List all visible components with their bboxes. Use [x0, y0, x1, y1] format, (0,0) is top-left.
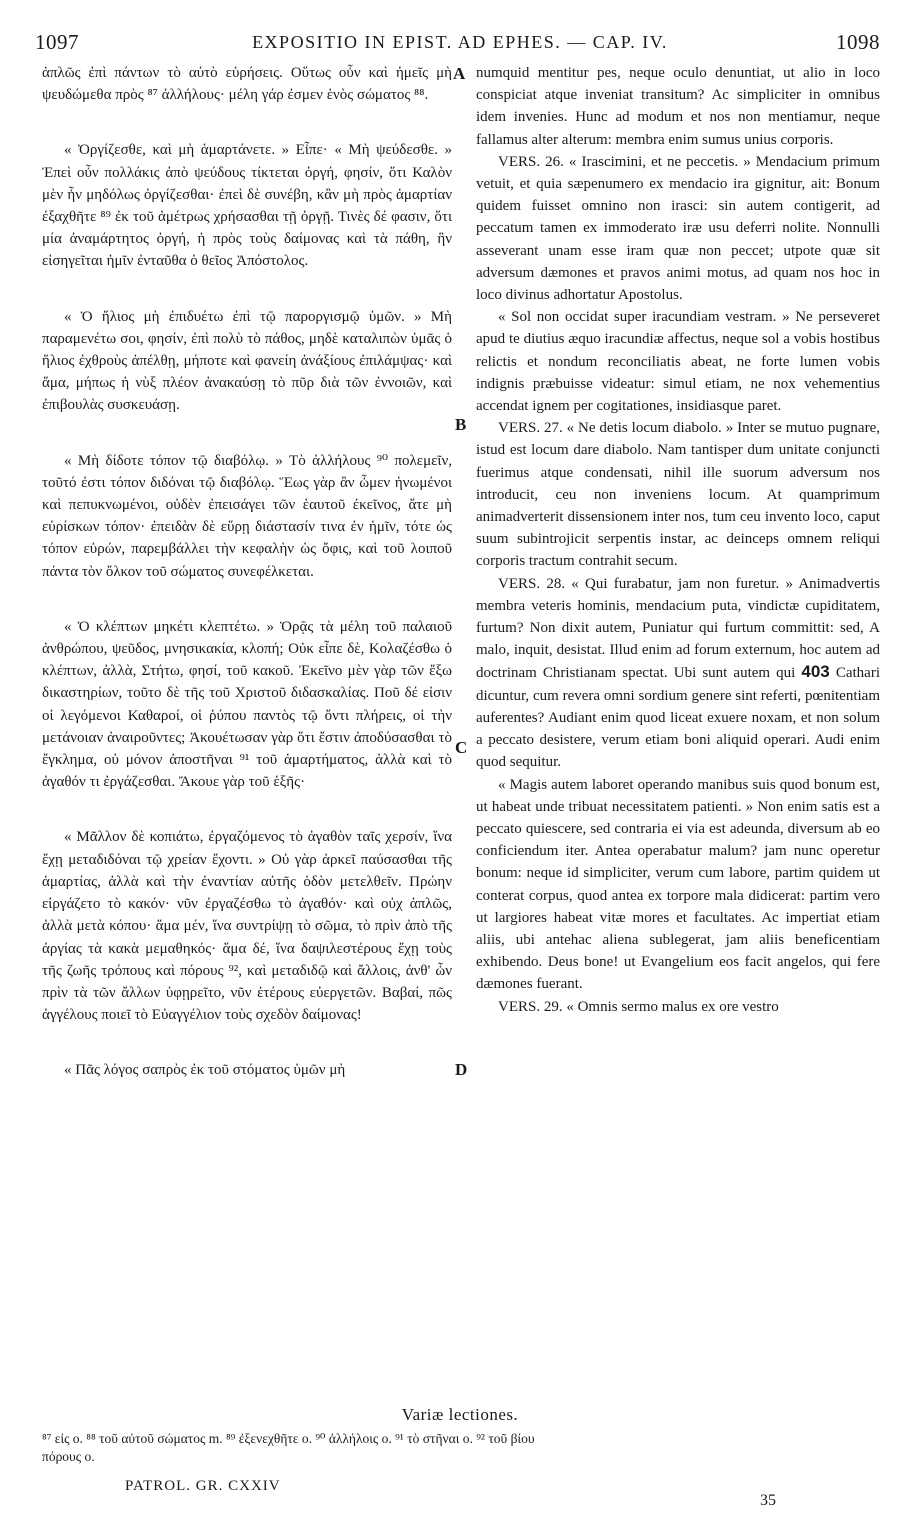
- margin-letter-c: C: [455, 738, 468, 757]
- greek-paragraph: ἁπλῶς ἐπὶ πάντων τὸ αὐτὸ εὑρήσεις. Οὕτως οὖν καὶ ἡμεῖς μὴ ψευδώμεθα πρὸς ⁸⁷ ἀλλήλους· μέλη γάρ ἐσμεν ἑνὸς σώματος ⁸⁸.: [42, 65, 452, 104]
- greek-paragraph: « Ὀργίζεσθε, καὶ μὴ ἁμαρτάνετε. » Εἶπε· « Μὴ ψεύδεσθε. » Ἐπεὶ οὖν πολλάκις ἀπὸ ψεύδους τίκτεται ὀργή, φησίν, ὅτι Καλὸν μὲν ἦν μηδόλως ὀργίζεσθαι· ἐπεὶ δὲ συνέβη, κἂν μὴ πρὸς ἁμαρτίαν ἐξαχθῆτε ⁸⁹ ἐκ τοῦ ἀμέτρως χρήσασθαι τῇ ὀργῇ. Τινὲς δέ φασιν, ὅτι μία ἀναμάρτητος ὀργή, ἡ πρὸς τοὺς δαίμονας καὶ τὰ πάθη, ἣν εἰσηγεῖται ἡμῖν ἐνταῦθα ὁ θεῖος Ἀπόστολος.: [42, 142, 452, 270]
- greek-paragraph: « Μᾶλλον δὲ κοπιάτω, ἐργαζόμενος τὸ ἀγαθὸν ταῖς χερσίν, ἵνα ἔχῃ μεταδιδόναι τῷ χρείαν ἔχοντι. » Οὐ γὰρ ἀρκεῖ παύσασθαι τῆς ἁμαρτίας, ἀλλὰ καὶ τὴν ἐναντίαν αὐτῆς ὁδὸν μετελθεῖν. Πρώην εἰργάζετο τὸ κακόν· νῦν ἐργαζέσθω τὸ ἀγαθόν· καὶ οὐχ ἁπλῶς, ἀλλὰ μετὰ κόπου· ἅμα μέν, ἵνα συντρίψῃ τὸ σῶμα, τὸ πρὶν ἀπὸ τῆς ἀργίας τὰ κακὰ μεμαθηκός· ἅμα δέ, ἵνα δαψιλεστέρους ἔχῃ τοὺς τῆς ζωῆς τρόπους καὶ πόρους ⁹², καὶ μεταδιδῷ καὶ ἄλλοις, ἀνθ' ὧν πρὶν τὰ τῶν ἄλλων ὑφῃρεῖτο, νῦν ἑτέρους εὐεργετῶν. Βαβαί, πῶς ἀγγέλους ποιεῖ τὸ Εὐαγγέλιον τοὺς σχεδὸν δαίμονας!: [42, 829, 452, 1024]
- latin-paragraph: VERS. 27. « Ne detis locum diabolo. » Inter se mutuo pugnare, istud est locum dare diabolo. Nam tantisper dum unitate conjuncti fuerimus atque condensati, nihil ille suorum adversum nos introducit, ceu non inveniens locum. At quamprimum animadverterit dissensionem inter nos, tum ceu invento loco, caput suum subintrojicit serpentis instar, ac deinceps omnem reliqui corporis tractum contrahit secum.: [476, 420, 880, 570]
- latin-paragraph-text: VERS. 28. « Qui furabatur, jam non furetur. » Animadvertis membra veteris hominis, mendacium puta, vindictæ cupiditatem, furtum? Non dixit autem, Puniatur qui furtum committit: sed, A malo, inquit, desistat. Illud enim ad forum externum, hoc autem ad doctrinam Christianam spectat. Ubi sunt autem qui: [476, 575, 880, 682]
- margin-letter-a: A: [453, 64, 466, 83]
- greek-paragraph: « Ὁ κλέπτων μηκέτι κλεπτέτω. » Ὁρᾷς τὰ μέλη τοῦ παλαιοῦ ἀνθρώπου, ψεῦδος, μνησικακία, κλοπή; Οὐκ εἶπε δὲ, Κολαζέσθω ὁ κλέπτων, ἀλλὰ, Στήτω, φησί, τοῦ κακοῦ. Ἐκεῖνο μὲν γὰρ τῶν ἔξω δικαστηρίων, τοῦτο δὲ τῆς τοῦ Χριστοῦ διδασκαλίας. Ποῦ δέ εἰσιν οἱ λεγόμενοι Καθαροί, οἱ ῥύπου παντὸς τῷ ὄντι πλήρεις, οἱ τὴν μετάνοιαν ἀναιροῦντες; Ἀκουέτωσαν γὰρ ὅτι ἔστιν ἀποδύσασθαι τὸ ἔγκλημα, οὐ μόνον ἀποστῆναι ⁹¹ τοῦ ἁμαρτήματος, ἀλλὰ καὶ τὸ ἀγαθόν τι ἐργάζεσθαι. Ἄκουε γὰρ τοῦ ἑξῆς·: [42, 618, 452, 791]
- greek-column: [42, 62, 452, 1082]
- latin-paragraph: numquid mentitur pes, neque oculo denuntiat, ut alio in loco conspiciat atque inveniat transitum? Ac simpliciter in omnibus idem invenies. Hunc ad modum et nos non mentiamur, neque fallamus alter alterum: membra enim sumus unius corporis.: [476, 65, 880, 148]
- latin-paragraph: VERS. 29. « Omnis sermo malus ex ore vestro: [498, 998, 779, 1015]
- latin-paragraph: [476, 573, 880, 774]
- latin-paragraph: « Magis autem laboret operando manibus suis quod bonum est, ut habeat unde tribuat necessitatem patienti. » Non enim satis est a peccato quiescere, sed contraria ei via est adeunda, diversum ab eo conficiendum iter. Antea operabatur malum? jam nunc operetur bonum: neque id simpliciter, verum cum labore, partim quidem ut conterat corpus, quod antea ex torpore mala didicerat: partim vero ut largiores habeat vitæ mores et facultates. Ac impertiat etiam aliis, ubi antehac aliena sublegerat, jam aliis beneficentiam exhibendo. Deus bone! ut Evangelium eos facit angelos, qui fere dæmones fuerant.: [476, 776, 880, 993]
- variant-line: ⁸⁷ εἰς ο. ⁸⁸ τοῦ αὐτοῦ σώματος m. ⁸⁹ ἐξενεχθῆτε ο. ⁹⁰ ἀλλήλοις ο. ⁹¹ τὸ στῆναι ο. ⁹² τοῦ βίου: [42, 1431, 535, 1446]
- variant-line: πόρους ο.: [42, 1449, 95, 1464]
- page-number-left: 1097: [35, 30, 79, 54]
- latin-paragraph: VERS. 26. « Irascimini, et ne peccetis. » Mendacium primum vetuit, et quia sæpenumero ex mendacio ira gignitur, ait: Bonum quidem fuisset omnino non irasci: sin autem contigerit, ad peccatum tamen ex immoderato iræ usu deferri nolite. Nonnulli asseverant unam esse iram quæ non peccet; utpote quæ sit adversum dæmones et pravos animi motus, ad quam nos hoc in loco divinus adhortatur Apostolus.: [476, 153, 880, 304]
- variant-readings: [42, 1430, 882, 1466]
- footer-series-label: PATROL. GR. CXXIV: [125, 1478, 281, 1494]
- latin-paragraph-text: Cathari dicuntur, cum revera omni sordium genere sint referti, pœnitentiam auferentes? Audiant enim quod liceat exuere noxam, et non solum a peccato desistere, verum etiam boni aliquid operari. Audi enim quod sequitur.: [476, 665, 880, 771]
- page-header: [30, 30, 890, 60]
- greek-paragraph: « Ὁ ἥλιος μὴ ἐπιδυέτω ἐπὶ τῷ παροργισμῷ ὑμῶν. » Μὴ παραμενέτω σοι, φησίν, ἐπὶ πολὺ τὸ πάθος, μηδὲ καταλιπὼν ὑμᾶς ὁ ἥλιος ἐχθροὺς ἀπέλθῃ, μήποτε καὶ φανείη ἀνάξίους ἐπιλάμψας· καὶ ἅμα, μήπως ἡ νὺξ πλέον ἀνακαύσῃ τὸ πῦρ διὰ τῶν ἐννοιῶν, καὶ ἐπιβουλὰς συσκευάσῃ.: [42, 308, 452, 414]
- latin-column: [476, 62, 880, 1018]
- latin-paragraph: « Sol non occidat super iracundiam vestram. » Ne perseveret apud te diutius æquo iracundiæ affectus, neque sol a vobis hostibus relictis et nondum reconciliatis abeat, ne forte lumen vobis indignis præbuisse videatur: simul etiam, ne nox vehementius accendat ignem per cogitationes, insidiasque paret.: [476, 309, 880, 415]
- running-title: EXPOSITIO IN EPIST. AD EPHES. — CAP. IV.: [252, 32, 668, 52]
- column-marker-403: 403: [801, 662, 830, 682]
- margin-letter-d: D: [455, 1060, 468, 1079]
- variae-lectiones-title: Variæ lectiones.: [401, 1405, 519, 1424]
- footer-signature: 35: [760, 1492, 776, 1509]
- page-number-right: 1098: [836, 30, 880, 54]
- greek-paragraph: « Μὴ δίδοτε τόπον τῷ διαβόλῳ. » Τὸ ἀλλήλους ⁹⁰ πολεμεῖν, τοῦτό ἐστι τόπον διδόναι τῷ διαβόλῳ. Ἕως γὰρ ἂν ὦμεν ἡνωμένοι καὶ πεπυκνωμένοι, οὐδὲν ἐπεισάγει τῶν ἑαυτοῦ ἐκεῖνος, ἅτε μὴ εὑρίσκων τόπον· ἐπειδὰν δὲ εὕρῃ διάστασίν τινα ἐν ἡμῖν, τότε ὡς τόπον εὑρών, παρεμβάλλει τὴν κεφαλὴν ὡς ὄφις, καὶ τοῦ λοιποῦ πάντα τὸν ὄλκον τοῦ σώματος συνεφέλκεται.: [42, 452, 452, 580]
- margin-letter-b: B: [455, 415, 467, 434]
- greek-paragraph: « Πᾶς λόγος σαπρὸς ἐκ τοῦ στόματος ὑμῶν μὴ: [64, 1062, 346, 1079]
